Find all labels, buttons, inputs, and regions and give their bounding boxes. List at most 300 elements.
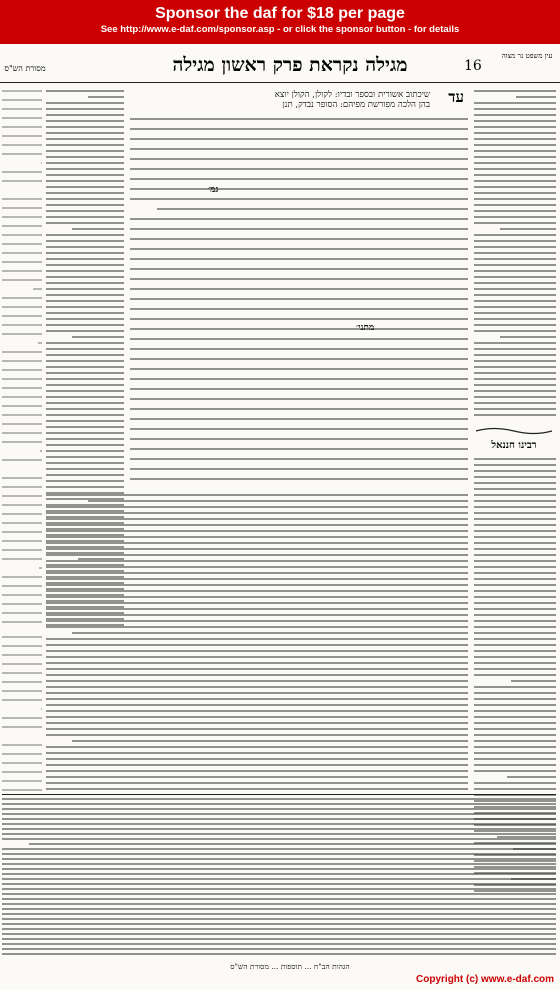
text-line (41, 708, 42, 710)
text-line (474, 542, 556, 544)
text-line (39, 567, 42, 569)
text-line (2, 369, 42, 371)
text-line (474, 408, 556, 410)
text-line (474, 210, 556, 212)
text-line (130, 428, 468, 430)
text-line (474, 318, 556, 320)
text-line (474, 348, 556, 350)
text-line (46, 438, 124, 440)
lower-commentary (46, 492, 468, 792)
text-line (2, 918, 556, 920)
text-line (46, 524, 468, 526)
text-line (46, 468, 124, 470)
text-line (474, 728, 556, 730)
text-line (130, 288, 468, 290)
text-line (46, 318, 124, 320)
text-line (2, 279, 42, 281)
mishnah-marker: מתני׳ (356, 323, 375, 333)
text-line (46, 614, 468, 616)
text-line (130, 228, 468, 230)
text-line (474, 524, 556, 526)
text-line (474, 512, 556, 514)
text-line (46, 288, 124, 290)
text-line (46, 204, 124, 206)
text-line (88, 96, 124, 98)
text-line (474, 722, 556, 724)
text-line (474, 656, 556, 658)
text-line (40, 450, 42, 452)
text-line (46, 126, 124, 128)
rabbeinu-chananel-title: רבינו חננאל (491, 440, 537, 451)
text-line (2, 504, 42, 506)
text-line (46, 186, 124, 188)
text-line (474, 276, 556, 278)
text-line (2, 207, 42, 209)
text-line (474, 716, 556, 718)
text-line (474, 330, 556, 332)
text-line (2, 928, 556, 930)
text-line (474, 246, 556, 248)
text-line (130, 368, 468, 370)
text-line (474, 216, 556, 218)
text-line (2, 486, 42, 488)
text-line (474, 584, 556, 586)
text-line (511, 680, 556, 682)
text-line (474, 138, 556, 140)
text-line (2, 762, 42, 764)
text-line (130, 278, 468, 280)
text-line (474, 366, 556, 368)
text-line (2, 558, 42, 560)
text-line (474, 180, 556, 182)
text-line (474, 572, 556, 574)
text-line (2, 923, 556, 925)
text-line (46, 198, 124, 200)
text-line (130, 178, 468, 180)
text-line (46, 776, 468, 778)
text-line (2, 681, 42, 683)
text-line (130, 238, 468, 240)
header-divider (0, 82, 560, 83)
text-line (474, 668, 556, 670)
talmud-page (0, 44, 560, 990)
text-line (72, 740, 468, 742)
ein-mishpat-label: עין משפט נר מצוה (501, 52, 553, 60)
text-line (46, 474, 124, 476)
text-line (46, 668, 468, 670)
text-line (46, 764, 468, 766)
text-line (130, 188, 468, 190)
text-line (41, 162, 42, 164)
text-line (46, 596, 468, 598)
text-line (2, 672, 42, 674)
text-line (46, 252, 124, 254)
text-line (2, 833, 556, 835)
gemara-opening-word: עד (448, 88, 464, 106)
text-line (2, 699, 42, 701)
text-line (2, 135, 42, 137)
text-line (2, 780, 42, 782)
text-line (2, 868, 556, 870)
text-line (130, 158, 468, 160)
text-line (474, 590, 556, 592)
text-line (130, 408, 468, 410)
text-line (2, 603, 42, 605)
text-line (2, 315, 42, 317)
text-line (474, 396, 556, 398)
text-line (2, 585, 42, 587)
text-line (46, 704, 468, 706)
text-line (46, 156, 124, 158)
text-line (46, 692, 468, 694)
text-line (130, 168, 468, 170)
text-line (46, 450, 124, 452)
text-line (46, 788, 468, 790)
text-line (2, 933, 556, 935)
text-line (2, 387, 42, 389)
text-line (130, 418, 468, 420)
text-line (46, 216, 124, 218)
text-line (474, 704, 556, 706)
text-line (46, 530, 468, 532)
text-line (2, 261, 42, 263)
bottom-notes-lines (2, 796, 556, 956)
text-line (474, 234, 556, 236)
bottom-notes-divider (2, 794, 556, 795)
text-line (474, 464, 556, 466)
text-line (474, 252, 556, 254)
text-line (46, 270, 124, 272)
text-line (130, 118, 468, 120)
text-line (46, 342, 124, 344)
text-line (474, 168, 556, 170)
text-line (2, 690, 42, 692)
text-line (2, 938, 556, 940)
text-line (474, 108, 556, 110)
text-line (46, 138, 124, 140)
text-line (474, 752, 556, 754)
text-line (474, 770, 556, 772)
lower-commentary-text-lines (46, 492, 468, 792)
text-line (2, 726, 42, 728)
text-line (2, 798, 556, 800)
text-line (130, 198, 468, 200)
text-line (474, 162, 556, 164)
text-line (2, 306, 42, 308)
text-line (46, 120, 124, 122)
text-line (2, 645, 42, 647)
text-line (2, 459, 42, 461)
text-line (46, 240, 124, 242)
page-title: מגילה נקראת פרק ראשון מגילה (172, 54, 408, 76)
text-line (46, 462, 124, 464)
text-line (2, 333, 42, 335)
text-line (2, 324, 42, 326)
text-line (130, 338, 468, 340)
text-line (2, 90, 42, 92)
text-line (474, 650, 556, 652)
text-line (474, 114, 556, 116)
text-line (38, 342, 42, 344)
text-line (46, 306, 124, 308)
text-line (474, 372, 556, 374)
text-line (474, 740, 556, 742)
text-line (46, 396, 124, 398)
text-line (130, 388, 468, 390)
text-line (2, 893, 556, 895)
text-line (474, 506, 556, 508)
text-line (474, 294, 556, 296)
text-line (46, 710, 468, 712)
text-line (72, 336, 124, 338)
text-line (2, 126, 42, 128)
text-line (46, 444, 124, 446)
text-line (474, 384, 556, 386)
text-line (474, 662, 556, 664)
text-line (46, 480, 124, 482)
text-line (130, 308, 468, 310)
text-line (2, 771, 42, 773)
text-line (474, 596, 556, 598)
text-line (2, 252, 42, 254)
text-line (474, 764, 556, 766)
text-line (2, 848, 556, 850)
text-line (474, 698, 556, 700)
text-line (474, 626, 556, 628)
text-line (474, 560, 556, 562)
text-line (474, 312, 556, 314)
text-line (474, 734, 556, 736)
text-line (130, 348, 468, 350)
text-line (474, 746, 556, 748)
text-line (46, 486, 124, 488)
text-line (130, 138, 468, 140)
text-line (2, 863, 556, 865)
text-line (474, 518, 556, 520)
text-line (130, 378, 468, 380)
text-line (474, 602, 556, 604)
page-footer (0, 972, 560, 990)
text-line (2, 808, 556, 810)
text-line (474, 530, 556, 532)
text-line (474, 402, 556, 404)
text-line (474, 476, 556, 478)
text-line (2, 531, 42, 533)
text-line (2, 99, 42, 101)
text-line (474, 488, 556, 490)
text-line (2, 225, 42, 227)
sponsor-banner[interactable] (0, 0, 560, 44)
text-line (474, 710, 556, 712)
text-line (2, 216, 42, 218)
text-line (2, 943, 556, 945)
text-line (46, 566, 468, 568)
text-line (2, 913, 556, 915)
text-line (46, 674, 468, 676)
text-line (474, 686, 556, 688)
text-line (474, 482, 556, 484)
text-line (500, 336, 556, 338)
text-line (474, 692, 556, 694)
text-line (46, 324, 124, 326)
ein-mishpat-text-lines (474, 88, 556, 418)
text-line (474, 500, 556, 502)
sponsor-title[interactable]: Sponsor the daf for $18 per page (155, 5, 405, 22)
text-line (130, 398, 468, 400)
text-line (474, 342, 556, 344)
text-line (46, 372, 124, 374)
gemara-first-lines (130, 90, 430, 112)
text-line (46, 644, 468, 646)
text-line (2, 297, 42, 299)
text-line (500, 228, 556, 230)
text-line (46, 420, 124, 422)
text-line (474, 354, 556, 356)
text-line (474, 360, 556, 362)
text-line (46, 102, 124, 104)
text-line (2, 108, 42, 110)
text-line (2, 180, 42, 182)
text-line (2, 948, 556, 950)
text-line (130, 318, 468, 320)
text-line (46, 210, 124, 212)
text-line (46, 506, 468, 508)
text-line (130, 448, 468, 450)
text-line (46, 782, 468, 784)
text-line (2, 540, 42, 542)
text-line (130, 218, 468, 220)
text-line (474, 470, 556, 472)
text-line (2, 378, 42, 380)
text-line (2, 898, 556, 900)
text-line (46, 168, 124, 170)
text-line (2, 594, 42, 596)
text-line (33, 288, 42, 290)
text-line (2, 888, 556, 890)
text-line (474, 632, 556, 634)
text-line (474, 566, 556, 568)
text-line (130, 148, 468, 150)
text-line (474, 536, 556, 538)
text-line (2, 853, 556, 855)
text-line (46, 626, 468, 628)
text-line (474, 204, 556, 206)
text-line (130, 128, 468, 130)
text-line (46, 698, 468, 700)
text-line (2, 823, 556, 825)
mesoret-column (2, 88, 42, 628)
text-line (46, 432, 124, 434)
text-line (46, 518, 468, 520)
text-line (46, 590, 468, 592)
text-line (474, 222, 556, 224)
text-line (72, 228, 124, 230)
text-line (2, 878, 556, 880)
text-line (46, 608, 468, 610)
text-line (474, 126, 556, 128)
text-line (46, 366, 124, 368)
sponsor-subtitle[interactable]: See http://www.e-daf.com/sponsor.asp - or click the sponsor button - for details (100, 24, 460, 35)
text-line (474, 458, 556, 460)
text-line (46, 512, 468, 514)
text-line (2, 753, 42, 755)
text-line (46, 276, 124, 278)
text-line (2, 432, 42, 434)
text-line (2, 270, 42, 272)
text-line (2, 789, 42, 791)
text-line (46, 560, 468, 562)
text-line (474, 132, 556, 134)
text-line (46, 638, 468, 640)
text-line (2, 803, 556, 805)
text-line (46, 402, 124, 404)
text-line (46, 722, 468, 724)
copyright-link[interactable]: Copyright (c) www.e-daf.com (416, 974, 554, 985)
text-line (29, 843, 556, 845)
text-line (46, 360, 124, 362)
text-line (46, 426, 124, 428)
text-line (46, 384, 124, 386)
text-line (46, 680, 468, 682)
text-line (46, 90, 124, 92)
text-line (2, 858, 556, 860)
text-line (2, 405, 42, 407)
text-line (88, 500, 468, 502)
text-line (46, 716, 468, 718)
text-line (474, 300, 556, 302)
text-line (474, 156, 556, 158)
text-line (2, 636, 42, 638)
text-line (130, 358, 468, 360)
text-line (2, 612, 42, 614)
text-line (46, 108, 124, 110)
text-line (474, 494, 556, 496)
text-line (46, 456, 124, 458)
text-line (474, 390, 556, 392)
text-line (474, 614, 556, 616)
text-line (130, 438, 468, 440)
gemara-text-lines (130, 116, 468, 488)
text-line (46, 548, 468, 550)
text-line (474, 638, 556, 640)
text-line (130, 268, 468, 270)
text-line (2, 908, 556, 910)
text-line (474, 324, 556, 326)
text-line (2, 621, 42, 623)
text-line (474, 282, 556, 284)
text-line (46, 686, 468, 688)
text-line (2, 360, 42, 362)
text-line (46, 246, 124, 248)
text-line (46, 390, 124, 392)
text-line (2, 818, 556, 820)
text-line (46, 408, 124, 410)
ein-mishpat-column (474, 88, 556, 418)
text-line (2, 171, 42, 173)
text-line (46, 258, 124, 260)
text-line (46, 282, 124, 284)
text-line (46, 542, 468, 544)
text-line (130, 298, 468, 300)
text-line (46, 234, 124, 236)
text-line (2, 423, 42, 425)
text-line (474, 144, 556, 146)
text-line (2, 744, 42, 746)
text-line (2, 828, 556, 830)
gemara-marker: גמ׳ (208, 185, 219, 195)
mesoret-text-lines (2, 88, 42, 628)
text-line (46, 174, 124, 176)
